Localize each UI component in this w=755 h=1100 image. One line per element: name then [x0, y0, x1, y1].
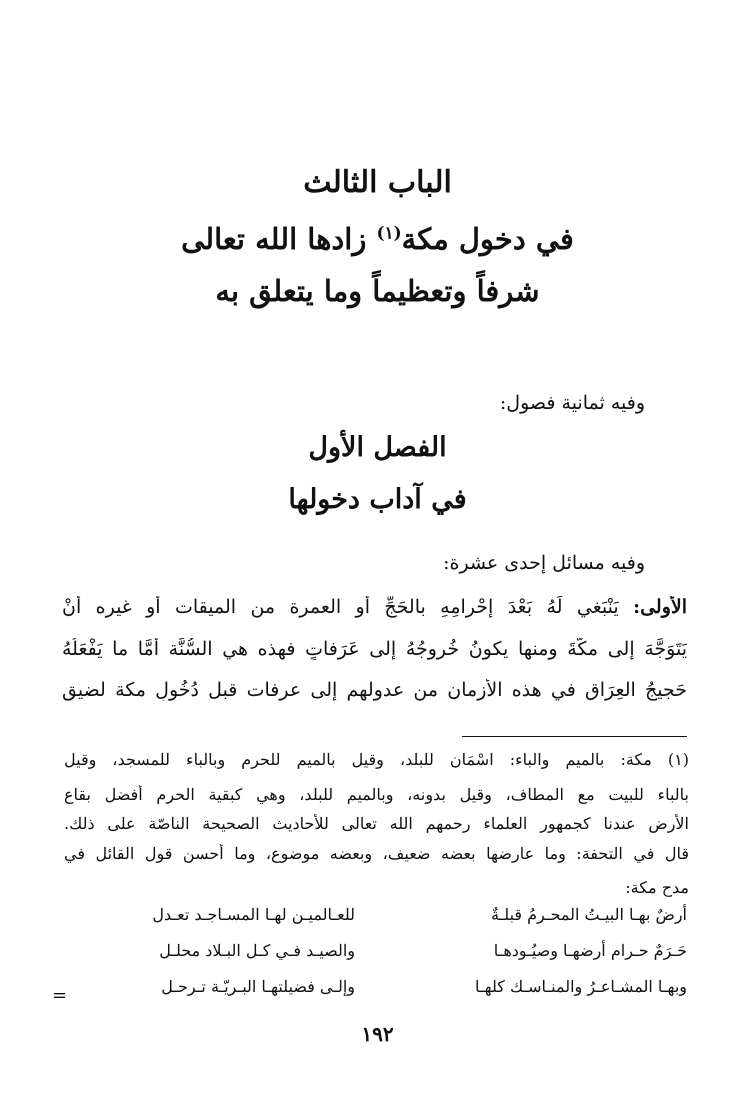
verse-1-first-hemistich: أرضٌ بهـا البيـتُ المحـرمُ قبلـةٌ [491, 905, 687, 924]
body-paragraph-line-2: يَتَوَجَّهَ إلى مكَّةَ ومنها يكونُ خُروجُهُ إلى عَرَفاتٍ فهذه هي السُّنَّة أمَّا ما يَفْعَلُهُ [62, 638, 687, 660]
body-paragraph-line-3: حَجيجُ العِرَاقِ في هذه الأَزمان من عدولهم إلى عرفات قبل دُخُولِ مكة لضيق [62, 679, 687, 701]
footnote-separator [462, 736, 687, 737]
chapter-subtitle-start: في دخول مكة [401, 222, 574, 256]
body-paragraph-line-1 [62, 596, 687, 618]
footnote-line-5: مدح مكة: [625, 878, 689, 897]
section-title: الفصل الأول [308, 432, 447, 463]
footnote-line-2: بالباء للبيت مع المطاف، وقيل بدونه، وبالميم للبلد، وهي كبقية الحرم أفضل بقاع [64, 785, 689, 804]
chapter-subtitle-line-1 [60, 222, 695, 256]
chapter-subtitle-line-2: شرفاً وتعظيماً وما يتعلق به [215, 274, 540, 308]
footnote-line-3: الأرض عندنا كجمهور العلماء رحمهم الله تعالى للأحاديث الصحيحة الناصّة على ذلك. [64, 814, 689, 833]
chapter-subtitle-end: زادها الله تعالى [181, 222, 377, 256]
verse-3-second-hemistich: وإلـى فضيلتهـا البـريّـة تـرحـل [161, 977, 355, 996]
verse-1-second-hemistich: للعـالميـن لهـا المسـاجـد تعـدل [152, 905, 355, 924]
footnote-line-1: (١) مكة: بالميم والباء: اسْمَان للبلد، وقيل بالميم للحرم وبالباء للمسجد، وقيل [64, 750, 689, 769]
section-subtitle: في آداب دخولها [288, 484, 467, 515]
page-number: ١٩٢ [361, 1022, 394, 1046]
chapter-title: الباب الثالث [303, 165, 452, 200]
verse-3-first-hemistich: وبهـا المشـاعـرُ والمنـاسـك كلهـا [475, 977, 687, 996]
footnote-reference: (١) [376, 223, 402, 244]
verse-2-first-hemistich: حَـرَمٌ حـرام أرضهـا وصيُـودهـا [493, 941, 687, 960]
verse-2-second-hemistich: والصيـد فـي كـل البـلاد محلـل [159, 941, 355, 960]
intro-sections-text: وفيه ثمانية فصول: [499, 392, 645, 414]
paragraph-lead-word: الأولى: [633, 596, 687, 618]
body-line-1-text: يَنْبَغي لَهُ بَعْدَ إحْرامِهِ بالحَجِّ أو العمرة من الميقات أو غيره أنْ [62, 596, 634, 618]
intro-issues-text: وفيه مسائل إحدى عشرة: [443, 552, 645, 574]
continuation-mark: = [52, 985, 68, 1006]
footnote-line-4: قال في التحفة: وما عارضها بعضه ضعيف، وبعضه موضوع، وما أحسن قول القائل في [64, 844, 689, 863]
